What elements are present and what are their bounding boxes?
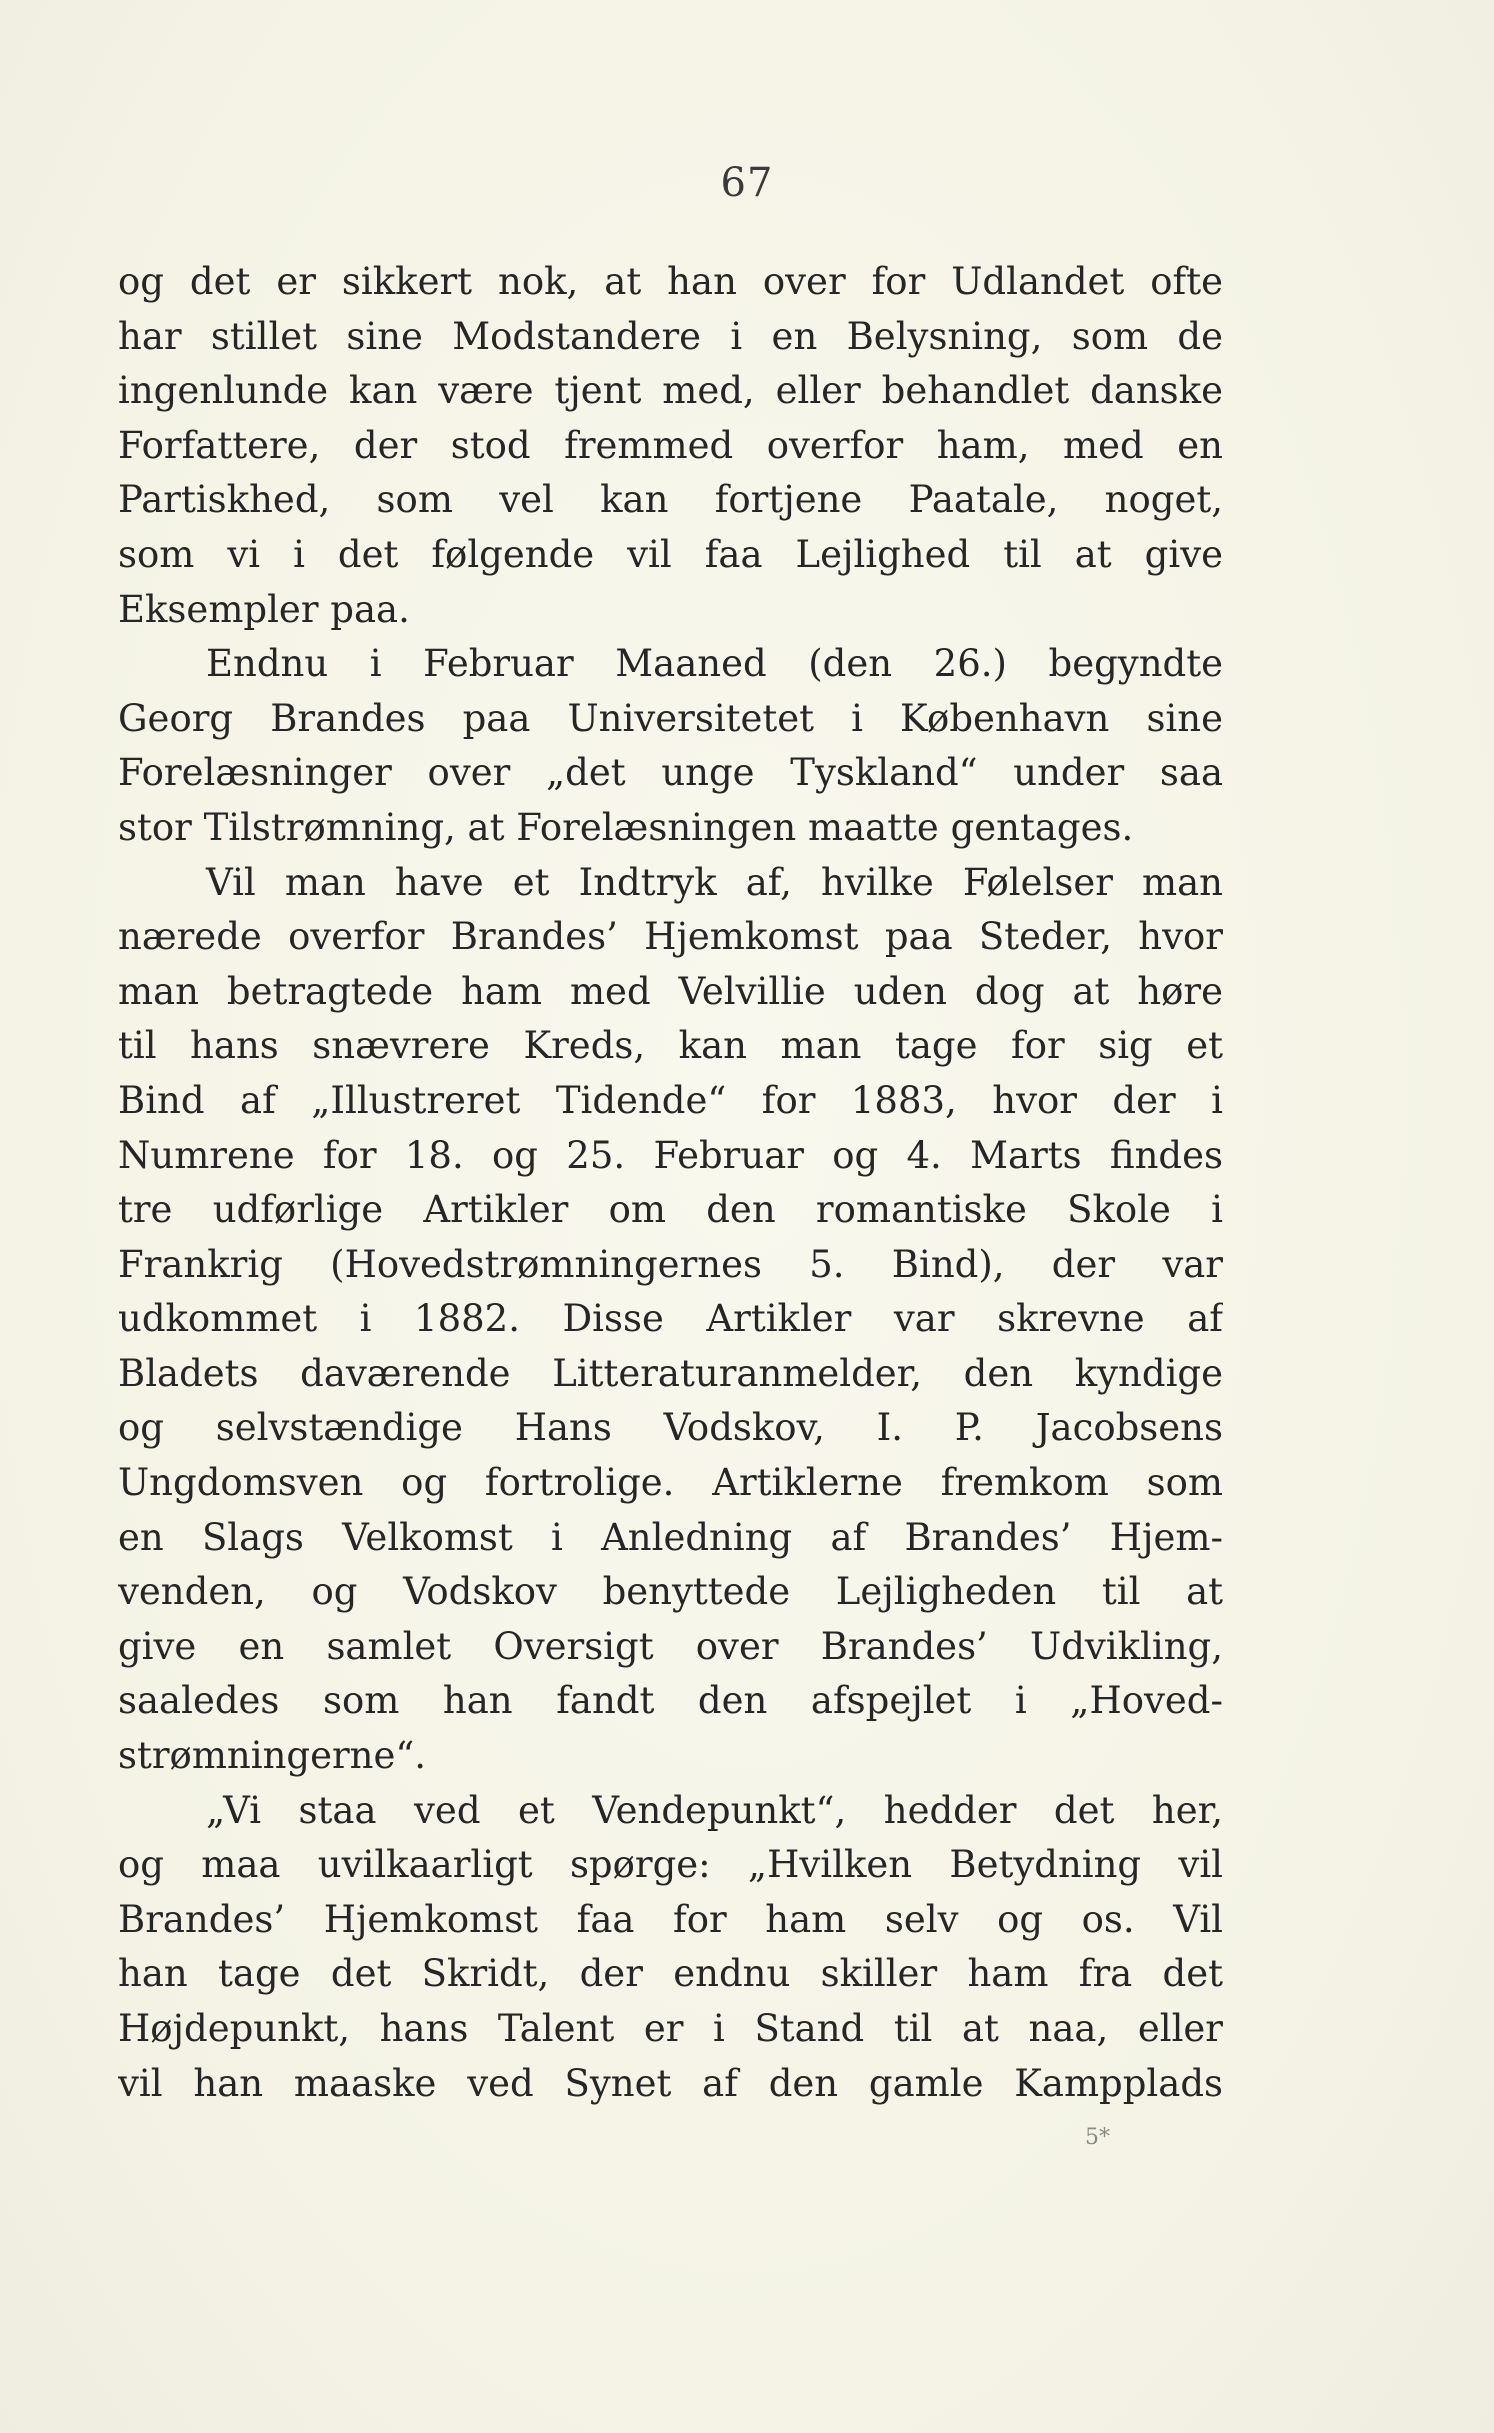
text-line: venden, og Vodskov benyttede Lejligheden til at [118, 1570, 1223, 1614]
text-line: Forelæsninger over „det unge Tyskland“ under saa [118, 751, 1223, 795]
page-number: 67 [720, 160, 774, 206]
signature-mark: 5* [1085, 2125, 1110, 2150]
text-line: Eksempler paa. [118, 587, 410, 631]
text-line: Numrene for 18. og 25. Februar og 4. Marts findes [118, 1133, 1223, 1177]
text-line: Vil man have et Indtryk af, hvilke Følelser man [206, 860, 1223, 904]
text-line: og maa uvilkaarligt spørge: „Hvilken Betydning vil [118, 1843, 1223, 1887]
text-line: „Vi staa ved et Vendepunkt“, hedder det her, [206, 1788, 1223, 1832]
text-line: vil han maaske ved Synet af den gamle Kampplads [118, 2061, 1223, 2105]
text-line: Bladets daværende Litteraturanmelder, den kyndige [118, 1351, 1223, 1395]
text-line: Ungdomsven og fortrolige. Artiklerne fremkom som [118, 1461, 1223, 1505]
text-line: Endnu i Februar Maaned (den 26.) begyndte [206, 642, 1223, 686]
text-line: man betragtede ham med Velvillie uden dog at høre [118, 969, 1223, 1013]
text-line: Forfattere, der stod fremmed overfor ham, med en [118, 423, 1223, 467]
text-line: nærede overfor Brandes’ Hjemkomst paa Steder, hvor [118, 915, 1223, 959]
text-line: Højdepunkt, hans Talent er i Stand til at naa, eller [118, 2007, 1223, 2050]
text-line: Frankrig (Hovedstrømningernes 5. Bind), der var [118, 1242, 1223, 1286]
text-line: stor Tilstrømning, at Forelæsningen maatte gentages. [118, 805, 1134, 849]
body-text [118, 255, 1223, 2111]
text-line: ingenlunde kan være tjent med, eller behandlet danske [118, 369, 1223, 413]
text-line: Brandes’ Hjemkomst faa for ham selv og os. Vil [118, 1897, 1223, 1941]
text-line: og selvstændige Hans Vodskov, I. P. Jacobsens [118, 1406, 1223, 1450]
text-line: tre udførlige Artikler om den romantiske Skole i [118, 1188, 1223, 1232]
text-line: strømningerne“. [118, 1734, 427, 1778]
text-line: give en samlet Oversigt over Brandes’ Udvikling, [118, 1624, 1223, 1668]
text-line: har stillet sine Modstandere i en Belysning, som de [118, 314, 1223, 358]
text-line: Georg Brandes paa Universitetet i København sine [118, 696, 1223, 740]
text-line: til hans snævrere Kreds, kan man tage for sig et [118, 1024, 1223, 1068]
text-line: udkommet i 1882. Disse Artikler var skrevne af [118, 1297, 1223, 1341]
text-line: og det er sikkert nok, at han over for Udlandet ofte [118, 260, 1223, 303]
text-line: han tage det Skridt, der endnu skiller ham fra det [118, 1952, 1223, 1996]
text-line: Partiskhed, som vel kan fortjene Paatale, noget, [118, 478, 1223, 522]
text-line: Bind af „Illustreret Tidende“ for 1883, hvor der i [118, 1078, 1223, 1122]
text-line: saaledes som han fandt den afspejlet i „Hoved- [118, 1679, 1223, 1723]
text-line: som vi i det følgende vil faa Lejlighed til at give [118, 532, 1223, 576]
text-line: en Slags Velkomst i Anledning af Brandes’ Hjem- [118, 1515, 1223, 1559]
